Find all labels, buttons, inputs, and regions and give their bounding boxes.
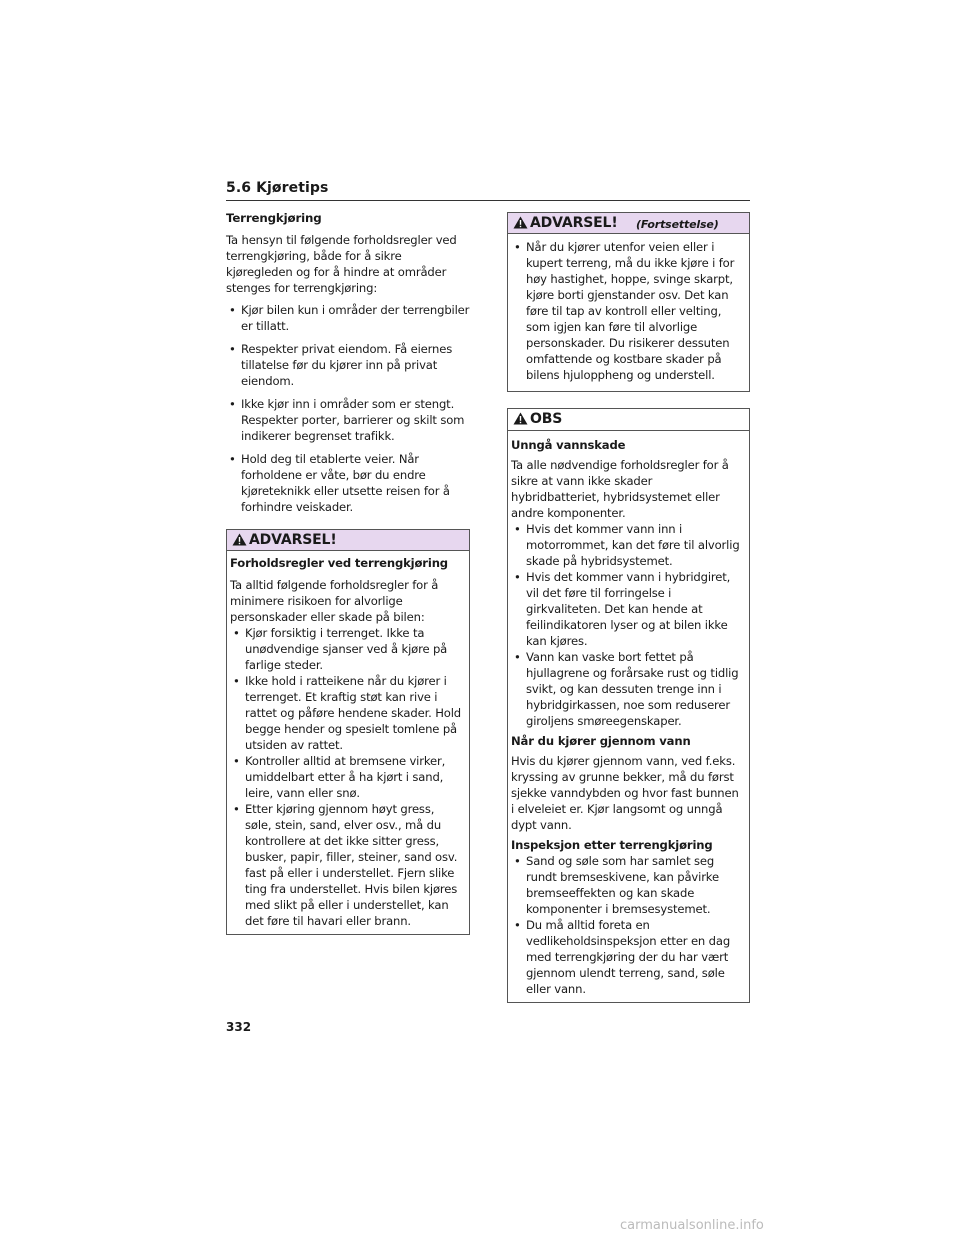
list-item: • Kontroller alltid at bremsene virker, umiddelbart etter å ha kjørt i sand, leire, vann eller snø. [230,753,463,801]
list-item: • Ikke hold i ratteikene når du kjører i terrenget. Et kraftig støt kan rive i rattet og påføre hendene skader. Hold begge hender og spesielt tomlene på utsiden av rattet. [230,673,463,753]
list-item: • Du må alltid foreta en vedlikeholdsinspeksjon etter en dag med terrengkjøring der du har vært gjennom ulendt terreng, sand, søle eller vann. [511,917,743,997]
warning-bullets [230,625,463,929]
list-item: • Hvis det kommer vann inn i motorrommet, kan det føre til alvorlig skade på hybridsystemet. [511,521,743,569]
right-column [507,212,750,1003]
list-item: • Kjør forsiktig i terrenget. Ikke ta unødvendige sjanser ved å kjøre på farlige steder. [230,625,463,673]
list-item: • Hvis det kommer vann i hybridgiret, vil det føre til forringelse i girkvaliteten. Det kan hende at feilindikatoren lyser og at bilen ikke kan kjøres. [511,569,743,649]
notice-subheading-driving-through-water: Når du kjører gjennom vann [511,734,691,748]
warning-triangle-icon [232,533,247,546]
warning-continued-box [507,212,750,392]
notice-title: OBS [530,411,563,427]
notice-header [508,409,749,431]
notice-box [507,408,750,1003]
list-item: • Hold deg til etablerte veier. Når forholdene er våte, bør du endre kjøreteknikk eller utsette reisen for å forhindre veiskader. [226,451,470,515]
warning-body [227,551,469,934]
warning-title: ADVARSEL! [249,532,337,548]
warning-header [227,530,469,551]
notice-subheading-inspection: Inspeksjon etter terrengkjøring [511,838,713,852]
warning-title: ADVARSEL! [530,215,618,231]
list-item: • Ikke kjør inn i områder som er stengt. Respekter porter, barrierer og skilt som indikerer begrenset trafikk. [226,396,470,444]
notice-intro: Ta alle nødvendige forholdsregler for å sikre at vann ikke skader hybridbatteriet, hybridsystemet eller andre komponenter. [511,458,729,520]
continued-label: (Fortsettelse) [636,218,719,231]
list-item: • Etter kjøring gjennom høyt gress, søle, stein, sand, elver osv., må du kontrollere at det ikke sitter gress, busker, papir, filler, steiner, sand osv. fast på eller i understellet. Fjern slike ting fra understellet. Hvis bilen kjøres med slikt på eller i understellet, kan det føre til havari eller brann. [230,801,463,929]
notice-subheading-water-damage: Unngå vannskade [511,438,626,452]
warning-subheading: Forholdsregler ved terrengkjøring [230,556,448,570]
list-item: • Kjør bilen kun i områder der terrengbiler er tillatt. [226,302,470,334]
watermark: carmanualsonline.info [620,1218,764,1233]
page-number: 332 [226,1020,252,1034]
warning-bullets [511,239,743,383]
warning-box [226,529,470,935]
warning-body [508,234,749,391]
offroad-heading: Terrengkjøring [226,211,322,225]
left-column [226,210,470,935]
section-title: 5.6 Kjøretips [226,180,329,196]
notice-water-text: Hvis du kjører gjennom vann, ved f.eks. kryssing av grunne bekker, må du først sjekke vanndybden og hvor fast bunnen i elveleiet er. Kjør langsomt og unngå dypt vann. [511,754,739,832]
warning-intro: Ta alltid følgende forholdsregler for å minimere risikoen for alvorlige personskader eller skade på bilen: [230,578,439,624]
offroad-bullets [226,302,470,515]
caution-triangle-icon [513,412,528,425]
section-header [226,178,750,201]
offroad-intro: Ta hensyn til følgende forholdsregler ved terrengkjøring, både for å sikre kjøregleden og for å hindre at områder stenges for terrengkjøring: [226,233,457,295]
list-item: • Når du kjører utenfor veien eller i kupert terreng, må du ikke kjøre i for høy hastighet, hoppe, svinge skarpt, kjøre borti gjenstander osv. Det kan føre til tap av kontroll eller velting, som igjen kan føre til alvorlige personskader. Du risikerer dessuten omfattende og kostbare skader på bilens hjuloppheng og understell. [511,239,743,383]
notice-body [508,431,749,1002]
list-item: • Sand og søle som har samlet seg rundt bremseskivene, kan påvirke bremseeffekten og kan skade komponenter i bremsesystemet. [511,853,743,917]
warning-header [508,213,749,234]
warning-triangle-icon [513,216,528,229]
list-item: • Respekter privat eiendom. Få eiernes tillatelse før du kjører inn på privat eiendom. [226,341,470,389]
list-item: • Vann kan vaske bort fettet på hjullagrene og forårsake rust og tidlig svikt, og kan dessuten trenge inn i hybridgirkassen, noe som reduserer giroljens smøreegenskaper. [511,649,743,729]
notice-bullets-inspection [511,853,743,997]
notice-bullets-water [511,521,743,729]
